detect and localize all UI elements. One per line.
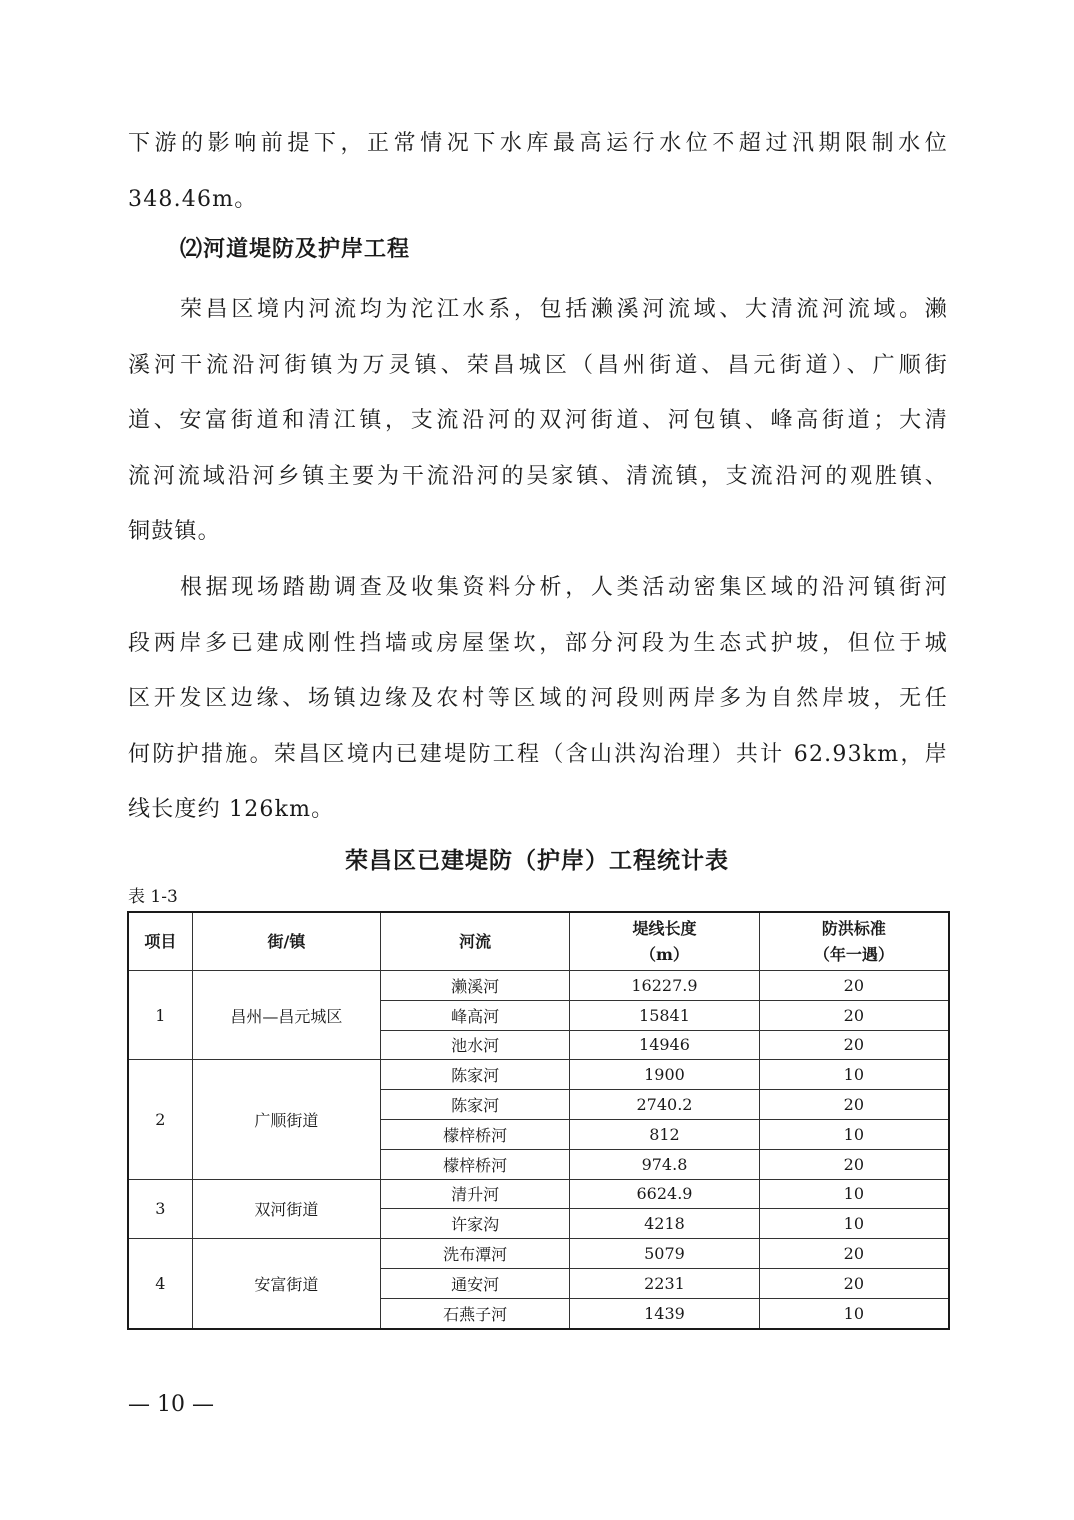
text-line: 下游的影响前提下，正常情况下水库最高运行水位不超过汛期限制水位 xyxy=(128,131,948,156)
page-number: — 10 — xyxy=(128,1392,214,1417)
cell-length: 6624.9 xyxy=(570,1179,759,1209)
text-line: 荣昌区境内河流均为沱江水系，包括濑溪河流域、大清流河流域。濑 xyxy=(180,297,948,322)
header-length-unit: （m） xyxy=(640,944,689,964)
text-line: 溪河干流沿河街镇为万灵镇、荣昌城区（昌州街道、昌元街道）、广顺街 xyxy=(128,352,948,378)
table-row xyxy=(128,971,949,1001)
table-row xyxy=(128,1179,949,1209)
cell-item: 1 xyxy=(128,971,192,1060)
cell-standard: 10 xyxy=(759,1060,949,1090)
cell-town: 广顺街道 xyxy=(192,1060,380,1179)
header-length xyxy=(570,912,759,971)
header-standard-label: 防洪标准 xyxy=(821,918,886,938)
cell-town: 昌州—昌元城区 xyxy=(192,971,380,1060)
text-line: 线长度约 126km。 xyxy=(128,797,335,822)
paragraph-survey xyxy=(128,560,948,838)
text-line: 道、安富街道和清江镇，支流沿河的双河街道、河包镇、峰高街道；大清 xyxy=(128,408,948,433)
cell-length: 2740.2 xyxy=(570,1090,759,1120)
section-heading: ⑵河道堤防及护岸工程 xyxy=(180,236,411,262)
cell-standard: 10 xyxy=(759,1119,949,1149)
cell-river: 许家沟 xyxy=(381,1209,570,1239)
text-line: 铜鼓镇。 xyxy=(128,519,221,544)
cell-standard: 10 xyxy=(759,1209,949,1239)
cell-item: 2 xyxy=(128,1060,192,1179)
header-length-label: 堤线长度 xyxy=(632,918,697,938)
cell-standard: 20 xyxy=(759,1268,949,1298)
text-line: 348.46m。 xyxy=(128,186,258,212)
cell-standard: 20 xyxy=(759,1149,949,1179)
cell-river: 石燕子河 xyxy=(381,1298,570,1328)
table-row xyxy=(128,1239,949,1269)
cell-length: 5079 xyxy=(570,1239,759,1269)
cell-length: 2231 xyxy=(570,1268,759,1298)
cell-river: 檬梓桥河 xyxy=(381,1119,570,1149)
continuation-paragraph xyxy=(128,116,948,227)
header-standard-unit: （年一遇） xyxy=(813,944,894,964)
cell-standard: 20 xyxy=(759,1090,949,1120)
cell-item: 4 xyxy=(128,1239,192,1329)
cell-river: 通安河 xyxy=(381,1268,570,1298)
cell-length: 14946 xyxy=(570,1030,759,1060)
header-town: 街/镇 xyxy=(192,912,380,971)
text-line: 根据现场踏勘调查及收集资料分析，人类活动密集区域的沿河镇街河 xyxy=(180,575,948,600)
cell-standard: 20 xyxy=(759,971,949,1001)
cell-river: 清升河 xyxy=(381,1179,570,1209)
cell-standard: 20 xyxy=(759,1000,949,1030)
cell-river: 洗布潭河 xyxy=(381,1239,570,1269)
cell-length: 16227.9 xyxy=(570,971,759,1001)
cell-length: 15841 xyxy=(570,1000,759,1030)
cell-town: 双河街道 xyxy=(192,1179,380,1239)
text-line: 段两岸多已建成刚性挡墙或房屋堡坎，部分河段为生态式护坡，但位于城 xyxy=(128,630,948,656)
cell-standard: 10 xyxy=(759,1179,949,1209)
cell-length: 4218 xyxy=(570,1209,759,1239)
header-standard xyxy=(759,912,949,971)
cell-length: 1439 xyxy=(570,1298,759,1328)
cell-town: 安富街道 xyxy=(192,1239,380,1329)
text-line: 流河流域沿河乡镇主要为干流沿河的吴家镇、清流镇，支流沿河的观胜镇、 xyxy=(128,463,948,489)
cell-item: 3 xyxy=(128,1179,192,1239)
table-header-row xyxy=(128,912,949,971)
cell-river: 檬梓桥河 xyxy=(381,1149,570,1179)
table-label: 表 1-3 xyxy=(128,887,178,907)
cell-river: 濑溪河 xyxy=(381,971,570,1001)
embankment-table xyxy=(127,911,950,1330)
header-river: 河流 xyxy=(381,912,570,971)
cell-river: 池水河 xyxy=(381,1030,570,1060)
table-body xyxy=(128,971,949,1329)
cell-standard: 20 xyxy=(759,1239,949,1269)
table-row xyxy=(128,1060,949,1090)
cell-length: 812 xyxy=(570,1119,759,1149)
paragraph-rivers xyxy=(128,282,948,560)
text-line: 区开发区边缘、场镇边缘及农村等区域的河段则两岸多为自然岸坡，无任 xyxy=(128,686,948,711)
cell-standard: 10 xyxy=(759,1298,949,1328)
cell-length: 974.8 xyxy=(570,1149,759,1179)
text-line: 何防护措施。荣昌区境内已建堤防工程（含山洪沟治理）共计 62.93km，岸 xyxy=(128,741,948,767)
cell-river: 峰高河 xyxy=(381,1000,570,1030)
header-item: 项目 xyxy=(128,912,192,971)
cell-river: 陈家河 xyxy=(381,1060,570,1090)
cell-standard: 20 xyxy=(759,1030,949,1060)
cell-length: 1900 xyxy=(570,1060,759,1090)
cell-river: 陈家河 xyxy=(381,1090,570,1120)
table-title: 荣昌区已建堤防（护岸）工程统计表 xyxy=(345,847,729,874)
